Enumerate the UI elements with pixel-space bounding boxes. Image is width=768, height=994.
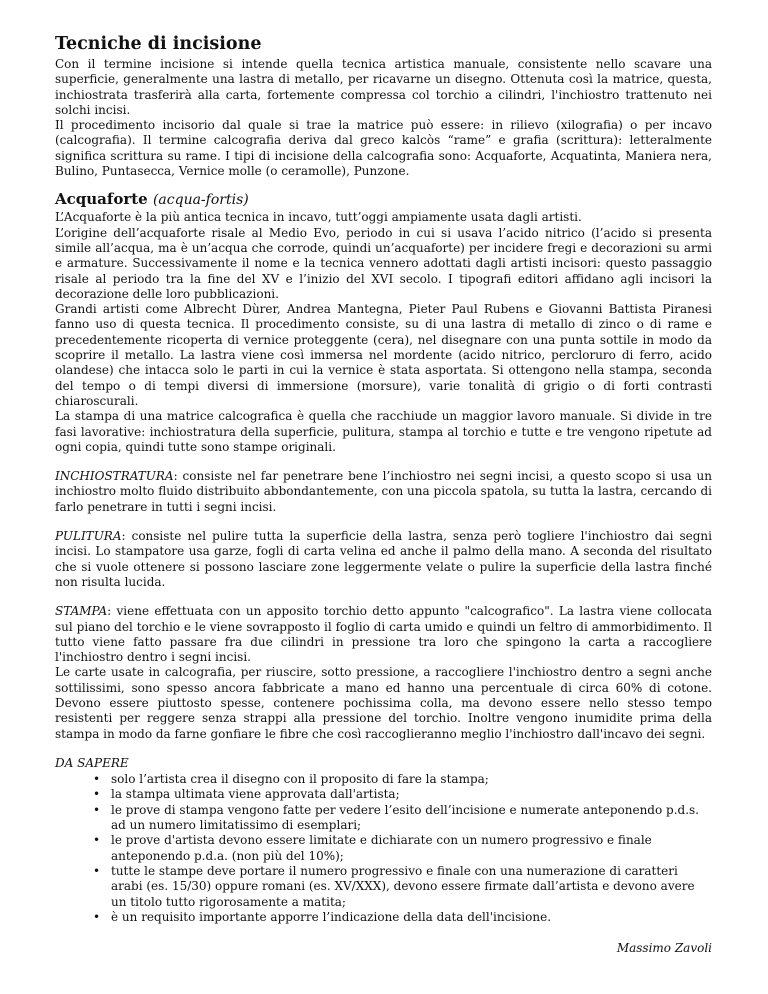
list-item: • tutte le stampe deve portare il numero progressivo e finale con una numerazione di caratteri arabi (es. 15/30) oppure romani (es. XV/XXX), devono essere firmate dall’artista e devono avere un titolo tutto rigorosamente a matita; (95, 864, 712, 910)
section-subtitle: (acqua-fortis) (152, 192, 249, 209)
stampa-paragraph (55, 604, 712, 665)
stampa-text: : viene effettuata con un apposito torchio detto appunto "calcografico". La lastra viene collocata sul piano del torchio e le viene sovrapposto il foglio di carta umido e quindi un feltro di ammorbidimento. Il tutto viene fatto passare fra due cilindri in pressione tra loro che spingono la carta a raccogliere l'inchiostro dentro i segni incisi. (55, 604, 712, 665)
inchiostratura-paragraph (55, 469, 712, 515)
section-heading (55, 190, 712, 209)
list-item: • le prove d'artista devono essere limitate e dichiarate con un numero progressivo e finale anteponendo p.d.a. (non più del 10%); (95, 833, 712, 864)
stampa-term: STAMPA (55, 604, 108, 619)
intro-paragraph-1: Con il termine incisione si intende quella tecnica artistica manuale, consistente nello scavare una superficie, generalmente una lastra di metallo, per ricavarne un disegno. Ottenuta così la matrice, questa, inchiostrata trasferirà alla carta, fortemente compressa col torchio a cilindri, l'inchiostro trattenuto nei solchi incisi. (55, 57, 712, 117)
inchiostratura-text: : consiste nel far penetrare bene l’inchiostro nei segni incisi, a questo scopo si usa un inchiostro molto fluido distribuito abbondantemente, con una piccola spatola, su tutta la lastra, cercando di farlo penetrare in tutti i segni incisi. (55, 469, 712, 514)
da-sapere-heading: DA SAPERE (55, 755, 129, 770)
list-item: • la stampa ultimata viene approvata dall'artista; (95, 787, 712, 802)
list-item: • le prove di stampa vengono fatte per vedere l’esito dell’incisione e numerate anteponendo p.d.s. ad un numero limitatissimo di esemplari; (95, 803, 712, 834)
pulitura-term: PULITURA (55, 529, 122, 544)
section-title: Acquaforte (55, 190, 148, 209)
list-item: • solo l’artista crea il disegno con il proposito di fare la stampa; (95, 772, 712, 787)
acquaforte-paragraph-4: La stampa di una matrice calcografica è quella che racchiude un maggior lavoro manuale. Si divide in tre fasi lavorative: inchiostratura della superficie, pulitura, stampa al torchio e tutte e tre vengono ripetute ad ogni copia, quindi tutte sono stampe originali. (55, 409, 712, 454)
author-signature: Massimo Zavoli (616, 941, 712, 956)
acquaforte-paragraph-3: Grandi artisti come Albrecht Dùrer, Andrea Mantegna, Pieter Paul Rubens e Giovanni Battista Piranesi fanno uso di questa tecnica. Il procedimento consiste, su di una lastra di metallo di zinco o di rame e precedentemente ricoperta di vernice proteggente (cera), nel disegnare con una punta sottile in modo da scoprire il metallo. La lastra viene così immersa nel mordente (acido nitrico, percloruro di ferro, acido olandese) che intacca solo le parti in cui la vernice è stata asportata. Si ottengono nella stampa, seconda del tempo o di tempi diversi di immersione (morsure), varie tonalità di grigio o di forti contrasti chiaroscurali. (55, 302, 712, 408)
pulitura-text: : consiste nel pulire tutta la superficie della lastra, senza però togliere l'inchiostro dai segni incisi. Lo stampatore usa garze, fogli di carta velina ed anche il palmo della mano. A seconda del risultato che si vuole ottenere si possono lasciare zone leggermente velate o pulire la superficie della lastra finché non risulta lucida. (55, 529, 712, 589)
list-item: • è un requisito importante apporre l’indicazione della data dell'incisione. (95, 910, 712, 925)
acquaforte-paragraph-2: L’origine dell’acquaforte risale al Medio Evo, periodo in cui si usava l’acido nitrico (l’acido si presenta simile all’acqua, ma è un’acqua che corrode, quindi un’acquaforte) per incidere fregi e decorazioni su armi e armature. Successivamente il nome e la tecnica vennero adottati dagli artisti incisori: questo passaggio risale al periodo tra la fine del XV e l’inizio del XVI secolo. I tipografi editori affidano agli incisori la decorazione delle loro pubblicazioni. (55, 225, 712, 301)
intro-paragraph-2: Il procedimento incisorio dal quale si trae la matrice può essere: in rilievo (xilografia) o per incavo (calcografia). Il termine calcografia deriva dal greco kalcòs “rame” e grafia (scrittura): letteralmente significa scrittura su rame. I tipi di incisione della calcografia sono: Acquaforte, Acquatinta, Maniera nera, Bulino, Puntasecca, Vernice molle (o ceramolle), Punzone. (55, 118, 712, 179)
pulitura-paragraph (55, 529, 712, 590)
carte-paragraph: Le carte usate in calcografia, per riuscire, sotto pressione, a raccogliere l'inchiostro dentro a segni anche sottilissimi, sono spesso ancora fabbricate a mano ed hanno una percentuale di circa 60% di cotone. Devono essere piuttosto spesse, contenere pochissima colla, ma devono essere nello stesso tempo resistenti per reggere senza strappi alla pressione del torchio. Inoltre vengono inumidite prima della stampa in modo da farne gonfiare le fibre che così raccoglieranno meglio l'inchiostro dall'incavo dei segni. (55, 665, 712, 741)
inchiostratura-term: INCHIOSTRATURA (55, 469, 174, 484)
da-sapere-list (55, 772, 712, 925)
acquaforte-paragraph-1: L’Acquaforte è la più antica tecnica in incavo, tutt’oggi ampiamente usata dagli artisti. (55, 210, 582, 225)
page-title: Tecniche di incisione (55, 34, 262, 54)
